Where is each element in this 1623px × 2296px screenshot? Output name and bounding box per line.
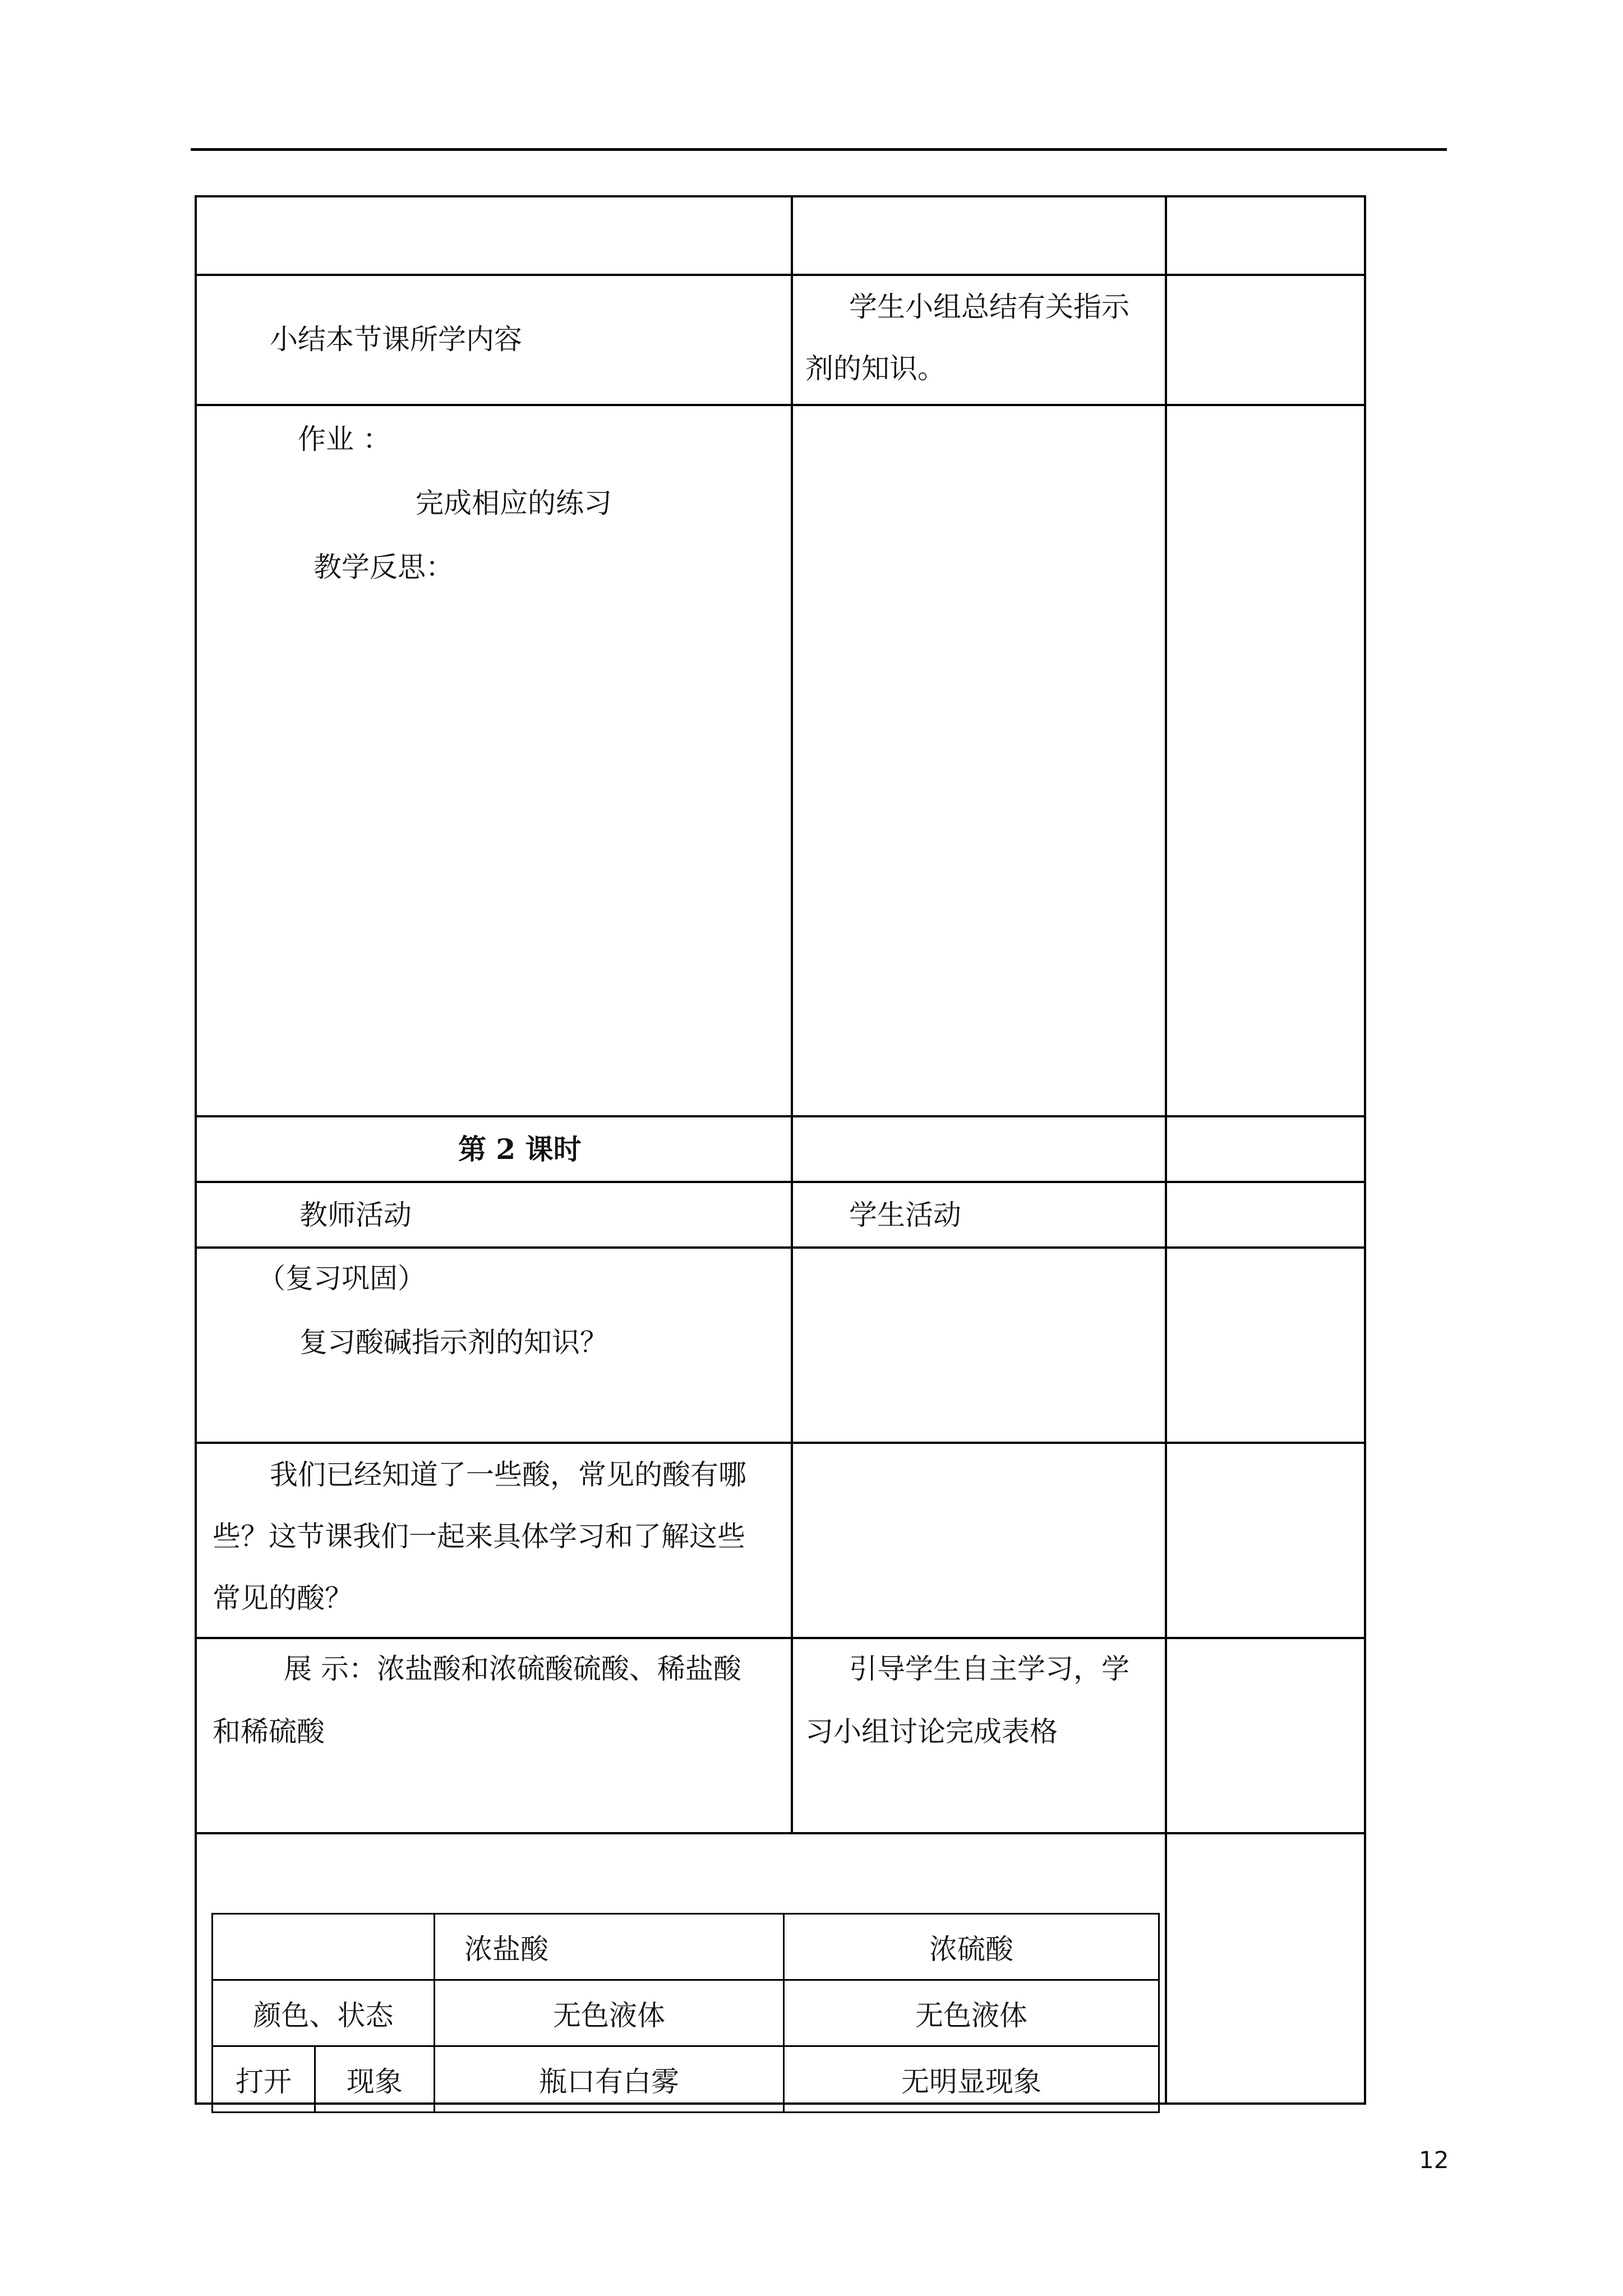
acid-row2-label-phenomenon: 现象 [315,2046,435,2113]
cell-header-teacher [196,1182,792,1248]
table-row-acid-table [196,1833,1365,2104]
acid-row2-hcl: 瓶口有白雾 [435,2046,784,2113]
cell-homework-student [792,405,1166,1116]
acid-properties-table [211,1913,1160,2113]
cell-summary-teacher [196,275,792,405]
section-title: 第 2 课时 [458,1133,582,1166]
summary-teacher-text: 小结本节课所学内容 [270,323,522,356]
header-rule [191,148,1447,151]
review-question: 复习酸碱指示剂的知识？ [299,1326,608,1359]
acid-row2-label-open: 打开 [213,2046,315,2113]
homework-task: 完成相应的练习 [416,487,612,519]
cell-empty-student [792,196,1166,275]
summary-student-line1: 学生小组总结有关指示 [849,291,1129,323]
intro-line3: 常见的酸？ [213,1582,353,1614]
cell-header-student [792,1182,1166,1248]
intro-line2: 些？这节课我们一起来具体学习和了解这些 [213,1520,745,1553]
table-row-show [196,1638,1365,1833]
cell-summary-student [792,275,1166,405]
summary-student-line2: 剂的知识。 [805,352,946,385]
cell-review-student [792,1248,1166,1443]
cell-homework-teacher [196,405,792,1116]
cell-intro-notes [1166,1443,1365,1638]
table-row-intro [196,1443,1365,1638]
acid-row-open [213,2046,1159,2113]
cell-acid-table [196,1833,1166,2104]
header-student-activity: 学生活动 [849,1199,961,1231]
acid-header-row [213,1914,1159,1980]
cell-homework-notes [1166,405,1365,1116]
cell-header-notes [1166,1182,1365,1248]
table-row-header [196,1182,1365,1248]
acid-row-appearance [213,1980,1159,2046]
lesson-plan-table [195,195,1366,2105]
homework-label: 作业 ： [298,423,391,455]
header-teacher-activity: 教师活动 [299,1199,412,1231]
acid-row1-label: 颜色、状态 [213,1980,435,2046]
cell-section-empty [792,1116,1166,1182]
cell-section-notes [1166,1116,1365,1182]
table-row-empty [196,196,1365,275]
acid-header-empty [213,1914,435,1980]
cell-intro-teacher [196,1443,792,1638]
acid-row1-h2so4: 无色液体 [784,1980,1159,2046]
cell-show-notes [1166,1638,1365,1833]
review-tag: （复习巩固） [257,1262,426,1295]
cell-review-teacher [196,1248,792,1443]
page-number: 12 [1419,2146,1449,2174]
cell-section-title [196,1116,792,1182]
acid-row2-h2so4: 无明显现象 [784,2046,1159,2113]
cell-intro-student [792,1443,1166,1638]
show-student-line1: 引导学生自主学习，学 [849,1653,1129,1685]
cell-empty-teacher [196,196,792,275]
table-row-homework [196,405,1365,1116]
show-line2: 和稀硫酸 [213,1715,325,1748]
table-row-summary [196,275,1365,405]
cell-show-teacher [196,1638,792,1833]
table-row-review [196,1248,1365,1443]
cell-review-notes [1166,1248,1365,1443]
acid-col-hcl: 浓盐酸 [435,1914,784,1980]
cell-empty-notes [1166,196,1365,275]
table-row-section-title [196,1116,1365,1182]
reflection-label: 教学反思： [313,551,454,583]
acid-row1-hcl: 无色液体 [435,1980,784,2046]
acid-col-h2so4: 浓硫酸 [784,1914,1159,1980]
show-line1: 展 示：浓盐酸和浓硫酸硫酸、稀盐酸 [284,1653,741,1685]
cell-show-student [792,1638,1166,1833]
show-student-line2: 习小组讨论完成表格 [805,1715,1058,1748]
cell-summary-notes [1166,275,1365,405]
intro-line1: 我们已经知道了一些酸，常见的酸有哪 [270,1458,746,1491]
cell-acid-notes [1166,1833,1365,2104]
